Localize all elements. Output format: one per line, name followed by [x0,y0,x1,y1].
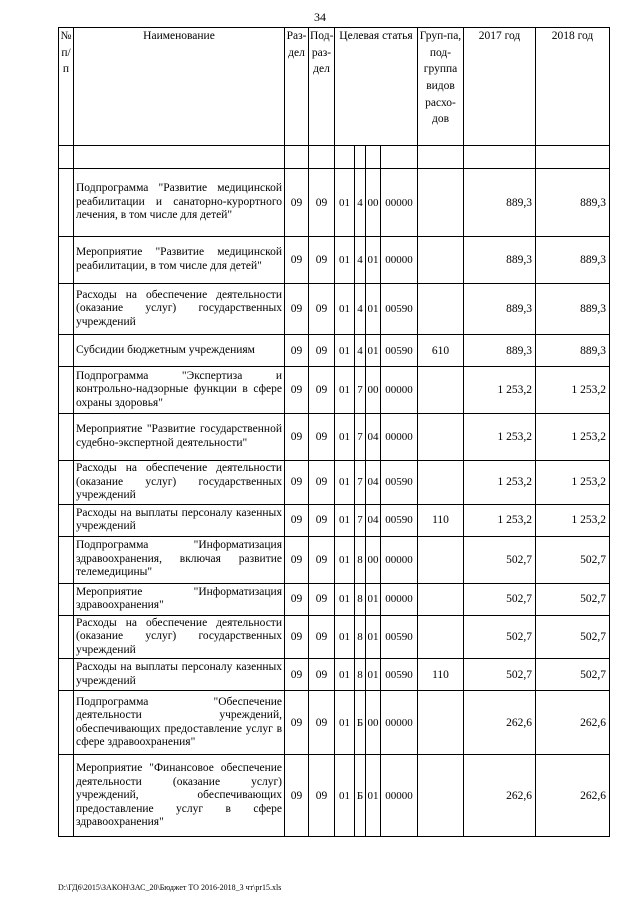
row-target-direction: 00590 [381,504,418,536]
row-target-event: 00 [366,536,381,583]
row-name: Мероприятие "Информатизация здравоохранения" [74,583,285,615]
row-num [59,659,74,691]
row-name: Подпрограмма "Информатизация здравоохранения, включая развитие телемедицины" [74,536,285,583]
row-amount-2017: 889,3 [464,169,536,237]
spacer-row [59,146,610,169]
header-name: Наименование [74,28,285,146]
row-amount-2018: 889,3 [536,169,610,237]
row-amount-2018: 889,3 [536,284,610,335]
row-podrazdel: 09 [309,237,335,284]
row-target-event: 00 [366,367,381,414]
row-group [418,367,464,414]
table-row [59,659,610,691]
header-2017: 2017 год [464,28,536,146]
row-num [59,536,74,583]
row-amount-2017: 1 253,2 [464,504,536,536]
row-name: Расходы на обеспечение деятельности (оказание услуг) государственных учреждений [74,284,285,335]
row-amount-2018: 889,3 [536,237,610,284]
row-razdel: 09 [285,504,309,536]
header-podrazdel: Под-раз-дел [309,28,335,146]
table-row [59,284,610,335]
row-target-program: 01 [335,755,355,837]
row-amount-2018: 1 253,2 [536,461,610,505]
table-row [59,367,610,414]
row-name: Подпрограмма "Развитие медицинской реабилитации и санаторно-курортного лечения, в том числе для детей" [74,169,285,237]
row-target-event: 00 [366,169,381,237]
row-target-event: 01 [366,615,381,659]
row-target-direction: 00000 [381,237,418,284]
row-target-program: 01 [335,237,355,284]
row-target-subprogram: 8 [355,659,366,691]
row-group: 610 [418,335,464,367]
row-amount-2018: 262,6 [536,755,610,837]
row-podrazdel: 09 [309,659,335,691]
row-razdel: 09 [285,169,309,237]
row-podrazdel: 09 [309,284,335,335]
row-num [59,284,74,335]
row-num [59,583,74,615]
row-group [418,691,464,755]
row-target-event: 04 [366,414,381,461]
row-target-subprogram: Б [355,755,366,837]
row-amount-2018: 1 253,2 [536,504,610,536]
table-row [59,755,610,837]
row-amount-2017: 502,7 [464,659,536,691]
row-group [418,461,464,505]
row-group [418,169,464,237]
row-amount-2017: 889,3 [464,284,536,335]
row-target-direction: 00590 [381,461,418,505]
header-target: Целевая статья [335,28,418,146]
row-target-direction: 00000 [381,367,418,414]
row-target-subprogram: 7 [355,414,366,461]
row-target-event: 01 [366,755,381,837]
table-row [59,504,610,536]
row-target-program: 01 [335,367,355,414]
row-target-direction: 00000 [381,414,418,461]
row-target-event: 04 [366,461,381,505]
row-target-program: 01 [335,536,355,583]
row-target-direction: 00000 [381,691,418,755]
row-target-direction: 00000 [381,755,418,837]
table-row [59,237,610,284]
row-amount-2017: 889,3 [464,335,536,367]
row-target-program: 01 [335,691,355,755]
row-podrazdel: 09 [309,691,335,755]
row-podrazdel: 09 [309,615,335,659]
row-name: Расходы на выплаты персоналу казенных учреждений [74,504,285,536]
row-group: 110 [418,504,464,536]
row-podrazdel: 09 [309,583,335,615]
row-podrazdel: 09 [309,461,335,505]
table-row [59,615,610,659]
row-amount-2018: 502,7 [536,583,610,615]
row-podrazdel: 09 [309,367,335,414]
row-target-event: 01 [366,335,381,367]
table-row [59,536,610,583]
row-target-direction: 00000 [381,536,418,583]
row-razdel: 09 [285,755,309,837]
row-amount-2017: 502,7 [464,583,536,615]
row-name: Субсидии бюджетным учреждениям [74,335,285,367]
row-target-program: 01 [335,169,355,237]
row-name: Расходы на обеспечение деятельности (оказание услуг) государственных учреждений [74,615,285,659]
row-group [418,536,464,583]
row-target-program: 01 [335,583,355,615]
file-path-footer: D:\ГД6\2015\ЗАКОН\ЗАС_20\Бюджет ТО 2016-2018_3 чт\pr15.xls [58,883,282,892]
row-amount-2018: 262,6 [536,691,610,755]
row-amount-2018: 1 253,2 [536,367,610,414]
row-target-event: 04 [366,504,381,536]
table-body [59,146,610,837]
row-target-subprogram: 4 [355,237,366,284]
row-target-subprogram: 7 [355,504,366,536]
row-num [59,335,74,367]
row-target-event: 00 [366,691,381,755]
row-razdel: 09 [285,461,309,505]
row-amount-2018: 502,7 [536,615,610,659]
row-podrazdel: 09 [309,536,335,583]
table-row [59,461,610,505]
row-amount-2017: 502,7 [464,615,536,659]
row-target-program: 01 [335,284,355,335]
row-razdel: 09 [285,284,309,335]
row-amount-2017: 1 253,2 [464,367,536,414]
row-amount-2017: 502,7 [464,536,536,583]
row-target-subprogram: 7 [355,367,366,414]
row-podrazdel: 09 [309,169,335,237]
row-target-subprogram: 8 [355,536,366,583]
row-target-subprogram: 7 [355,461,366,505]
row-num [59,461,74,505]
table-row [59,335,610,367]
row-group [418,615,464,659]
row-razdel: 09 [285,659,309,691]
row-num [59,691,74,755]
row-amount-2018: 502,7 [536,536,610,583]
row-name: Мероприятие "Развитие медицинской реабилитации, в том числе для детей" [74,237,285,284]
row-name: Расходы на выплаты персоналу казенных учреждений [74,659,285,691]
row-target-subprogram: Б [355,691,366,755]
header-num: № п/п [59,28,74,146]
row-amount-2017: 262,6 [464,755,536,837]
row-num [59,504,74,536]
row-group [418,755,464,837]
row-target-event: 01 [366,583,381,615]
row-target-direction: 00590 [381,335,418,367]
row-razdel: 09 [285,335,309,367]
row-target-program: 01 [335,615,355,659]
row-amount-2017: 1 253,2 [464,414,536,461]
row-razdel: 09 [285,691,309,755]
row-target-direction: 00590 [381,659,418,691]
header-2018: 2018 год [536,28,610,146]
row-name: Подпрограмма "Обеспечение деятельности учреждений, обеспечивающих предоставление услуг в сфере здравоохранения" [74,691,285,755]
row-podrazdel: 09 [309,335,335,367]
row-target-event: 01 [366,284,381,335]
row-target-subprogram: 8 [355,583,366,615]
row-target-event: 01 [366,659,381,691]
row-target-direction: 00590 [381,284,418,335]
row-podrazdel: 09 [309,755,335,837]
table-header-row [59,28,610,146]
row-target-subprogram: 8 [355,615,366,659]
table-row [59,414,610,461]
header-razdel: Раз-дел [285,28,309,146]
row-group [418,237,464,284]
row-num [59,615,74,659]
row-razdel: 09 [285,536,309,583]
budget-table [58,27,610,837]
row-podrazdel: 09 [309,504,335,536]
row-podrazdel: 09 [309,414,335,461]
row-target-program: 01 [335,461,355,505]
row-group: 110 [418,659,464,691]
table-row [59,691,610,755]
row-target-program: 01 [335,659,355,691]
header-group: Груп-па, под-группа видов расхо-дов [418,28,464,146]
table-row [59,169,610,237]
row-amount-2017: 262,6 [464,691,536,755]
row-name: Подпрограмма "Экспертиза и контрольно-надзорные функции в сфере охраны здоровья" [74,367,285,414]
row-target-program: 01 [335,335,355,367]
row-group [418,414,464,461]
row-target-program: 01 [335,504,355,536]
row-target-subprogram: 4 [355,284,366,335]
table-row [59,583,610,615]
row-name: Мероприятие "Финансовое обеспечение деятельности (оказание услуг) учреждений, обеспечивающих предоставление услуг в сфере здравоохранения" [74,755,285,837]
row-amount-2018: 1 253,2 [536,414,610,461]
page-number: 34 [314,10,326,24]
row-razdel: 09 [285,414,309,461]
row-target-direction: 00000 [381,169,418,237]
row-razdel: 09 [285,615,309,659]
row-target-subprogram: 4 [355,169,366,237]
row-target-program: 01 [335,414,355,461]
row-target-event: 01 [366,237,381,284]
row-num [59,237,74,284]
row-name: Мероприятие "Развитие государственной судебно-экспертной деятельности" [74,414,285,461]
row-amount-2017: 1 253,2 [464,461,536,505]
row-amount-2017: 889,3 [464,237,536,284]
row-target-direction: 00590 [381,615,418,659]
row-num [59,169,74,237]
row-razdel: 09 [285,367,309,414]
row-num [59,755,74,837]
row-target-subprogram: 4 [355,335,366,367]
row-target-direction: 00000 [381,583,418,615]
row-group [418,583,464,615]
row-amount-2018: 502,7 [536,659,610,691]
row-name: Расходы на обеспечение деятельности (оказание услуг) государственных учреждений [74,461,285,505]
row-razdel: 09 [285,237,309,284]
row-group [418,284,464,335]
row-num [59,414,74,461]
row-razdel: 09 [285,583,309,615]
row-num [59,367,74,414]
row-amount-2018: 889,3 [536,335,610,367]
